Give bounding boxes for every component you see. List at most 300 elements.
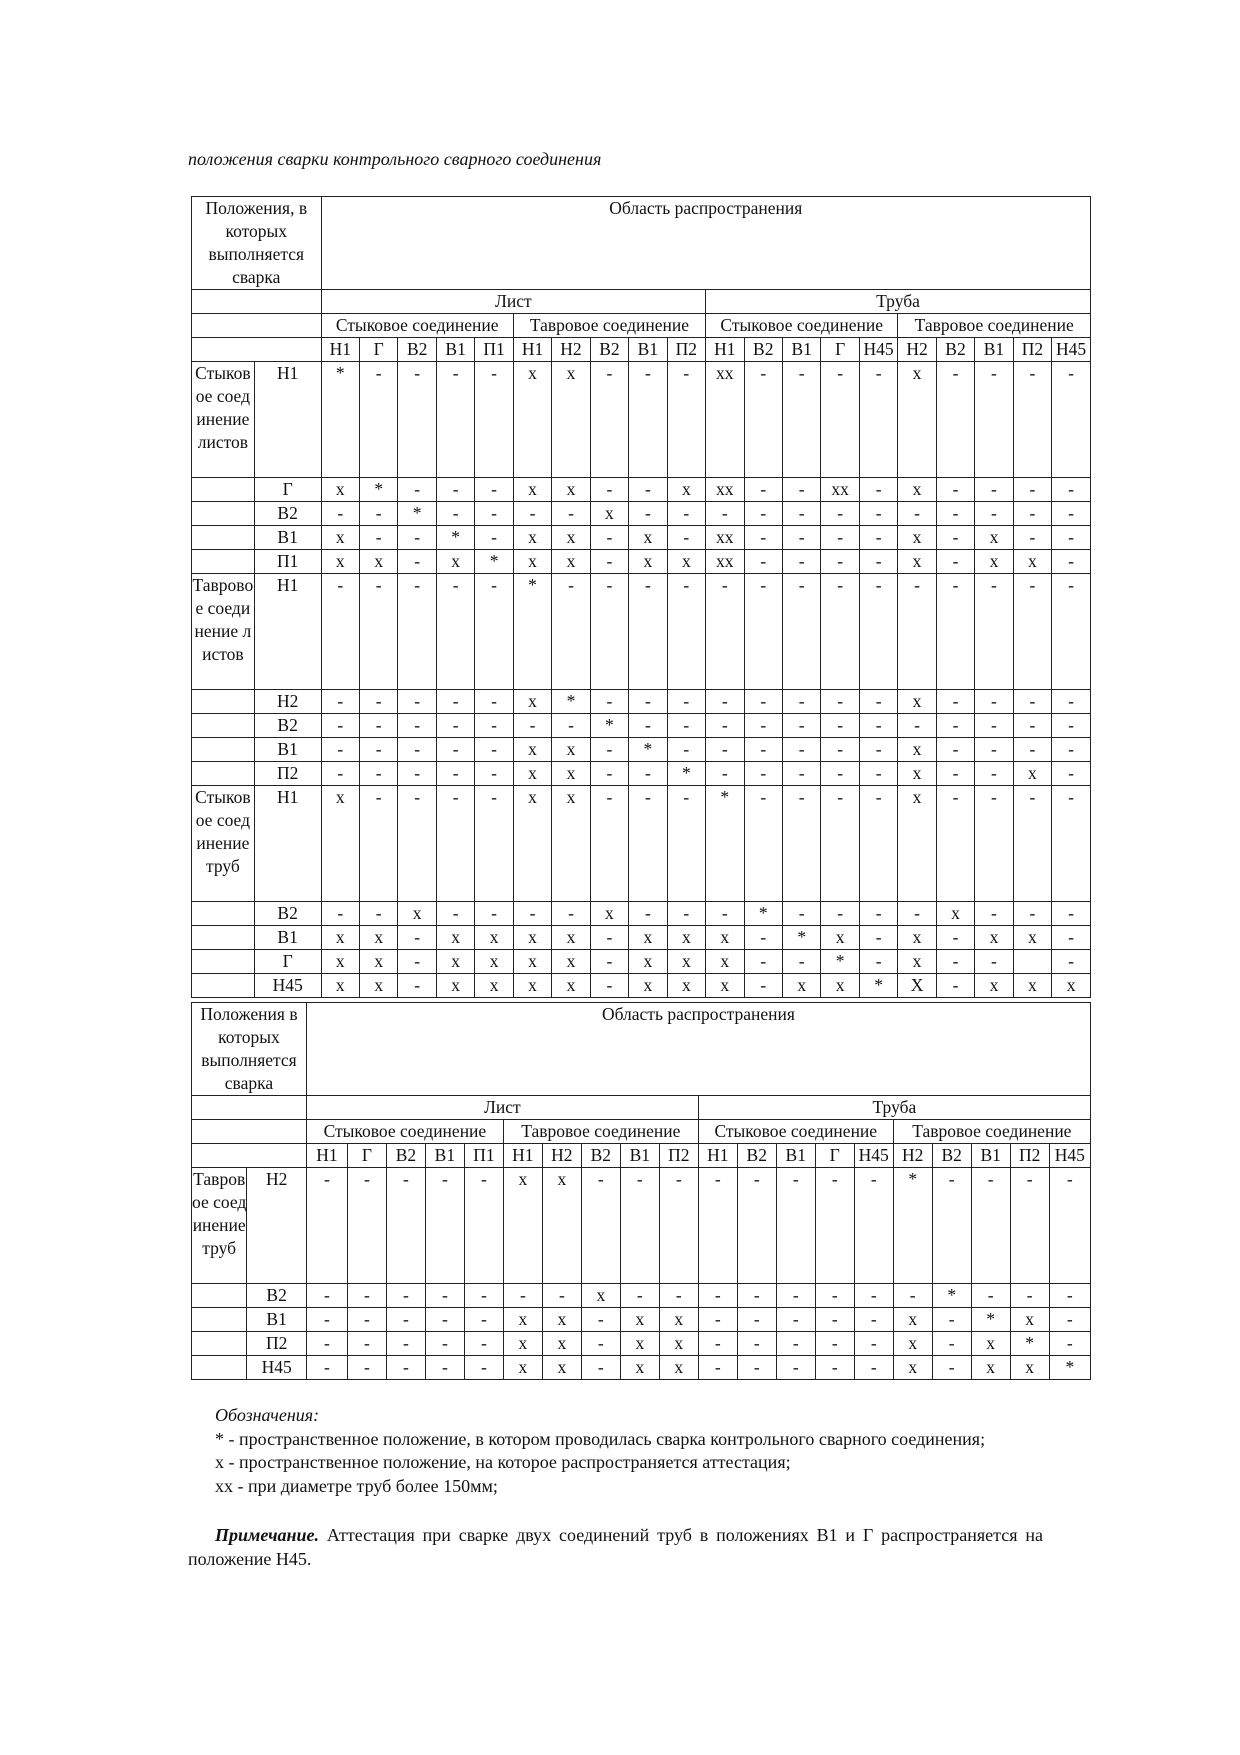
empty-group-cell (192, 950, 255, 974)
table-cell: х (706, 950, 744, 974)
empty-group-cell (192, 1308, 247, 1332)
table-cell: - (321, 574, 359, 690)
table-cell: * (321, 362, 359, 478)
table-cell: - (629, 714, 667, 738)
table-cell: - (475, 786, 513, 902)
table-cell: - (321, 738, 359, 762)
table-cell: - (590, 762, 628, 786)
table-cell: - (581, 1308, 620, 1332)
table-cell: - (698, 1168, 737, 1284)
row-position-cell: В2 (254, 902, 321, 926)
table-cell: х (552, 974, 590, 998)
table-cell: х (629, 550, 667, 574)
table-cell: - (1013, 502, 1051, 526)
table-cell: - (706, 738, 744, 762)
table-cell: * (1049, 1356, 1090, 1380)
table-cell: х (359, 950, 397, 974)
table-cell: - (1013, 690, 1051, 714)
table-cell: - (1052, 526, 1091, 550)
table-cell: - (590, 738, 628, 762)
table-cell: - (398, 574, 436, 690)
column-position-cell: Н2 (893, 1144, 932, 1168)
table-cell: - (629, 762, 667, 786)
column-position-cell: Н1 (306, 1144, 347, 1168)
table-cell: х (821, 974, 859, 998)
position-header-row (192, 338, 1091, 362)
joint-group-label: Тавровое соединение труб (192, 1168, 247, 1284)
table-cell: х (971, 1332, 1010, 1356)
table-cell: х (667, 478, 705, 502)
table-cell: - (698, 1356, 737, 1380)
table-row (192, 762, 1091, 786)
empty-header-cell (192, 1120, 307, 1144)
table-cell: - (815, 1332, 854, 1356)
table-cell: х (1013, 926, 1051, 950)
table-cell: - (359, 738, 397, 762)
empty-group-cell (192, 1284, 247, 1308)
table-cell: хх (706, 362, 744, 478)
table-cell: х (513, 762, 551, 786)
table-cell: х (513, 738, 551, 762)
table-cell: - (359, 574, 397, 690)
table-cell: - (475, 738, 513, 762)
table-cell: - (706, 502, 744, 526)
table-cell: - (932, 1356, 971, 1380)
table-cell: - (975, 362, 1013, 478)
table-cell: - (398, 690, 436, 714)
table-cell: х (893, 1308, 932, 1332)
row-position-cell: П2 (247, 1332, 307, 1356)
table-cell: - (513, 714, 551, 738)
table-cell: - (821, 362, 859, 478)
table-cell: - (936, 690, 974, 714)
table-cell: - (744, 550, 782, 574)
group-pipe-cell: Труба (706, 290, 1091, 314)
column-position-cell: В1 (436, 338, 474, 362)
table-cell: - (821, 550, 859, 574)
column-position-cell: Г (347, 1144, 386, 1168)
table-cell: х (321, 478, 359, 502)
table-cell: * (932, 1284, 971, 1308)
table-cell: - (744, 762, 782, 786)
table-cell: - (737, 1308, 776, 1332)
joint-type-cell: Стыковое соединение (321, 314, 513, 338)
row-position-cell: Г (254, 478, 321, 502)
row-position-cell: Н2 (247, 1168, 307, 1284)
table-cell: хх (706, 478, 744, 502)
table-cell: - (737, 1356, 776, 1380)
column-position-cell: В2 (936, 338, 974, 362)
material-header-row (192, 1096, 1091, 1120)
empty-group-cell (192, 690, 255, 714)
table-cell: - (552, 714, 590, 738)
group-sheet-cell: Лист (306, 1096, 698, 1120)
table-cell: - (706, 574, 744, 690)
table-cell: - (975, 762, 1013, 786)
table-cell: - (581, 1356, 620, 1380)
table-cell: - (620, 1284, 659, 1308)
table-cell: - (782, 950, 820, 974)
table-cell: х (503, 1332, 542, 1356)
column-position-cell: П1 (475, 338, 513, 362)
column-position-cell: Н45 (859, 338, 897, 362)
table-cell: - (1049, 1332, 1090, 1356)
table-cell: - (347, 1356, 386, 1380)
table-cell: - (475, 714, 513, 738)
joint-type-cell: Тавровое соединение (898, 314, 1091, 338)
table-cell: - (475, 362, 513, 478)
header-range-cell: Область распространения (306, 1003, 1090, 1096)
table-cell: - (706, 902, 744, 926)
table-cell: - (475, 902, 513, 926)
table-cell: - (436, 574, 474, 690)
table-row (192, 1308, 1091, 1332)
table-cell: - (667, 690, 705, 714)
legend-item-star: * - пространственное положение, в котором проводилась сварка контрольного сварного соединения; (215, 1428, 986, 1449)
table-cell: х (667, 974, 705, 998)
table-cell: - (859, 574, 897, 690)
table-cell: - (590, 690, 628, 714)
table-cell: х (513, 926, 551, 950)
table-cell: - (629, 478, 667, 502)
table-cell: - (859, 950, 897, 974)
table-cell: х (659, 1356, 698, 1380)
table-cell: х (936, 902, 974, 926)
table-cell: - (744, 926, 782, 950)
table-cell: - (1052, 362, 1091, 478)
joint-type-cell: Тавровое соединение (893, 1120, 1090, 1144)
table-caption: положения сварки контрольного сварного соединения (188, 149, 602, 169)
table-cell: - (464, 1356, 503, 1380)
table-cell: - (776, 1308, 815, 1332)
table-cell: - (306, 1332, 347, 1356)
table-cell: - (1013, 902, 1051, 926)
table-cell: - (815, 1356, 854, 1380)
table-cell: х (513, 362, 551, 478)
table-cell: - (581, 1168, 620, 1284)
table-cell: х (893, 1332, 932, 1356)
table-cell: - (667, 738, 705, 762)
table-cell: х (475, 950, 513, 974)
table-cell: хх (706, 526, 744, 550)
table-cell: - (821, 574, 859, 690)
table-cell: х (1013, 974, 1051, 998)
table-cell: хх (706, 550, 744, 574)
table-cell: - (698, 1308, 737, 1332)
legend-title: Обозначения: (215, 1405, 320, 1425)
header-range-cell: Область распространения (321, 197, 1090, 290)
table-cell: - (386, 1168, 425, 1284)
table-cell: - (306, 1356, 347, 1380)
table-cell: - (398, 786, 436, 902)
table-cell: - (936, 786, 974, 902)
table-cell: - (815, 1308, 854, 1332)
legend-item-xx: хх - при диаметре труб более 150мм; (215, 1475, 498, 1496)
table-cell: х (321, 950, 359, 974)
table-cell: * (513, 574, 551, 690)
table-cell: - (971, 1284, 1010, 1308)
table-cell: - (971, 1168, 1010, 1284)
table-cell: - (321, 714, 359, 738)
table-row (192, 1356, 1091, 1380)
table-cell: - (782, 362, 820, 478)
column-position-cell: В2 (386, 1144, 425, 1168)
table-cell: - (698, 1284, 737, 1308)
table-cell: - (590, 574, 628, 690)
table-cell: - (629, 502, 667, 526)
table-cell: - (898, 902, 936, 926)
table-cell: - (744, 738, 782, 762)
column-position-cell: В2 (590, 338, 628, 362)
header-positions-cell: Положения в которых выполняется сварка (192, 1003, 307, 1096)
table-cell: - (436, 762, 474, 786)
column-position-cell: П2 (1013, 338, 1051, 362)
column-position-cell: В1 (620, 1144, 659, 1168)
table-cell: - (776, 1284, 815, 1308)
table-cell: - (859, 362, 897, 478)
table-cell: - (590, 950, 628, 974)
table-cell: - (859, 526, 897, 550)
empty-group-cell (192, 550, 255, 574)
table-cell: - (359, 714, 397, 738)
table-cell: - (359, 762, 397, 786)
column-position-cell: Н2 (542, 1144, 581, 1168)
table-cell: х (629, 926, 667, 950)
table-cell: - (744, 362, 782, 478)
table-cell: х (620, 1308, 659, 1332)
table-cell: - (552, 502, 590, 526)
table-cell: - (975, 714, 1013, 738)
table-cell: - (475, 574, 513, 690)
table-cell: - (782, 502, 820, 526)
table-cell: х (898, 526, 936, 550)
table-cell: х (821, 926, 859, 950)
group-sheet-cell: Лист (321, 290, 706, 314)
table-cell: х (552, 950, 590, 974)
table-cell: - (1052, 502, 1091, 526)
table-cell: - (542, 1284, 581, 1308)
table-cell: - (359, 502, 397, 526)
table-cell: х (552, 362, 590, 478)
empty-header-cell (192, 314, 322, 338)
table-cell: х (503, 1356, 542, 1380)
joint-type-header-row (192, 314, 1091, 338)
qualification-range-table-2 (191, 1002, 1091, 1380)
table-cell: - (898, 574, 936, 690)
table-cell: - (1013, 738, 1051, 762)
empty-group-cell (192, 762, 255, 786)
column-position-cell: В2 (737, 1144, 776, 1168)
table-cell: - (629, 690, 667, 714)
table-cell: Х (898, 974, 936, 998)
joint-group-label: Тавровое соединение листов (192, 574, 255, 690)
row-position-cell: В1 (254, 738, 321, 762)
qualification-range-table-1 (191, 196, 1091, 998)
table-cell: - (859, 714, 897, 738)
table-cell: - (398, 478, 436, 502)
table-cell: х (1013, 762, 1051, 786)
position-header-row (192, 1144, 1091, 1168)
joint-type-cell: Стыковое соединение (706, 314, 898, 338)
table-cell: х (321, 550, 359, 574)
table-cell: - (737, 1284, 776, 1308)
table-cell: - (386, 1284, 425, 1308)
table-cell: - (737, 1332, 776, 1356)
table-cell: - (667, 714, 705, 738)
column-position-cell: Н2 (552, 338, 590, 362)
column-position-cell: В1 (782, 338, 820, 362)
table-cell: - (386, 1356, 425, 1380)
table-cell: х (975, 974, 1013, 998)
table-cell: - (936, 574, 974, 690)
table-cell: х (1013, 550, 1051, 574)
table-cell: - (552, 574, 590, 690)
table-cell: - (513, 902, 551, 926)
table-row (192, 362, 1091, 478)
table-row (192, 738, 1091, 762)
table-row (192, 478, 1091, 502)
table-cell: - (936, 974, 974, 998)
column-position-cell: В2 (744, 338, 782, 362)
table-cell: х (590, 902, 628, 926)
column-position-cell: Н2 (898, 338, 936, 362)
table-cell: - (1052, 950, 1091, 974)
table-cell: х (898, 362, 936, 478)
table-row (192, 902, 1091, 926)
table-cell: - (821, 690, 859, 714)
table-cell: - (1052, 902, 1091, 926)
table-cell: х (1010, 1308, 1049, 1332)
table-cell: * (821, 950, 859, 974)
table-cell: - (425, 1168, 464, 1284)
note-label: Примечание. (215, 1525, 320, 1545)
joint-group-label: Стыковое соединение труб (192, 786, 255, 902)
table-cell: - (1052, 926, 1091, 950)
table-cell: - (398, 550, 436, 574)
table-cell: - (936, 738, 974, 762)
table-cell: - (1010, 1168, 1049, 1284)
table-cell: х (898, 926, 936, 950)
table-cell: - (1052, 738, 1091, 762)
row-position-cell: Н45 (254, 974, 321, 998)
table-cell: - (436, 362, 474, 478)
joint-group-label: Стыковое соединение листов (192, 362, 255, 478)
table-cell: х (475, 974, 513, 998)
table-cell: - (425, 1332, 464, 1356)
table-cell: - (821, 738, 859, 762)
table-cell: - (1052, 574, 1091, 690)
table-cell: - (629, 786, 667, 902)
table-row (192, 974, 1091, 998)
table-cell: - (975, 478, 1013, 502)
table-cell: * (1010, 1332, 1049, 1356)
row-position-cell: П1 (254, 550, 321, 574)
table-cell: х (503, 1168, 542, 1284)
table-cell: - (776, 1332, 815, 1356)
table-cell: х (436, 950, 474, 974)
table-cell: - (321, 902, 359, 926)
table-cell: х (590, 502, 628, 526)
column-position-cell: П2 (1010, 1144, 1049, 1168)
table-cell: х (667, 550, 705, 574)
table-cell: * (706, 786, 744, 902)
table-cell: х (513, 550, 551, 574)
header-positions-cell: Положения, в которых выполняется сварка (192, 197, 322, 290)
table-cell: х (581, 1284, 620, 1308)
table-cell: - (667, 502, 705, 526)
table-cell: - (590, 550, 628, 574)
table-cell: - (464, 1308, 503, 1332)
table-row (192, 786, 1091, 902)
table-cell: х (359, 550, 397, 574)
table-cell: - (898, 502, 936, 526)
table-cell: х (513, 950, 551, 974)
table-cell: х (398, 902, 436, 926)
table-cell: * (398, 502, 436, 526)
table-cell: - (667, 902, 705, 926)
table-cell: х (667, 926, 705, 950)
table-cell: х (629, 526, 667, 550)
table-cell: х (975, 526, 1013, 550)
table-cell: - (821, 526, 859, 550)
table-cell: - (782, 902, 820, 926)
joint-type-cell: Стыковое соединение (306, 1120, 503, 1144)
table-cell: - (782, 738, 820, 762)
row-position-cell: В2 (247, 1284, 307, 1308)
table-cell: х (513, 690, 551, 714)
table-cell: х (667, 950, 705, 974)
table-cell: х (629, 974, 667, 998)
empty-group-cell (192, 738, 255, 762)
table-cell: - (425, 1308, 464, 1332)
table-cell: - (620, 1168, 659, 1284)
table-cell: - (436, 478, 474, 502)
table-cell: - (1049, 1284, 1090, 1308)
table-cell: х (898, 690, 936, 714)
table-cell: - (1052, 478, 1091, 502)
table-cell: - (513, 502, 551, 526)
table-cell: х (542, 1168, 581, 1284)
table-cell: х (898, 786, 936, 902)
table-cell: - (475, 762, 513, 786)
empty-group-cell (192, 974, 255, 998)
table-cell: - (859, 738, 897, 762)
table-cell: * (782, 926, 820, 950)
table-cell: - (436, 714, 474, 738)
table-cell: - (347, 1308, 386, 1332)
table-cell: х (898, 478, 936, 502)
table-cell: - (306, 1168, 347, 1284)
table-cell: - (359, 362, 397, 478)
empty-header-cell (192, 338, 322, 362)
column-position-cell: Н1 (698, 1144, 737, 1168)
table-cell: - (306, 1284, 347, 1308)
table-cell: х (321, 526, 359, 550)
table-cell: - (782, 762, 820, 786)
table-cell: - (975, 902, 1013, 926)
table-cell: * (629, 738, 667, 762)
table-cell: х (513, 526, 551, 550)
table-row (192, 714, 1091, 738)
table-cell: - (1052, 786, 1091, 902)
table-cell: - (1010, 1284, 1049, 1308)
table-cell: - (667, 786, 705, 902)
table-cell: - (782, 550, 820, 574)
table-cell: - (936, 762, 974, 786)
table-cell: х (629, 950, 667, 974)
table-cell: - (706, 714, 744, 738)
table-cell: - (776, 1168, 815, 1284)
